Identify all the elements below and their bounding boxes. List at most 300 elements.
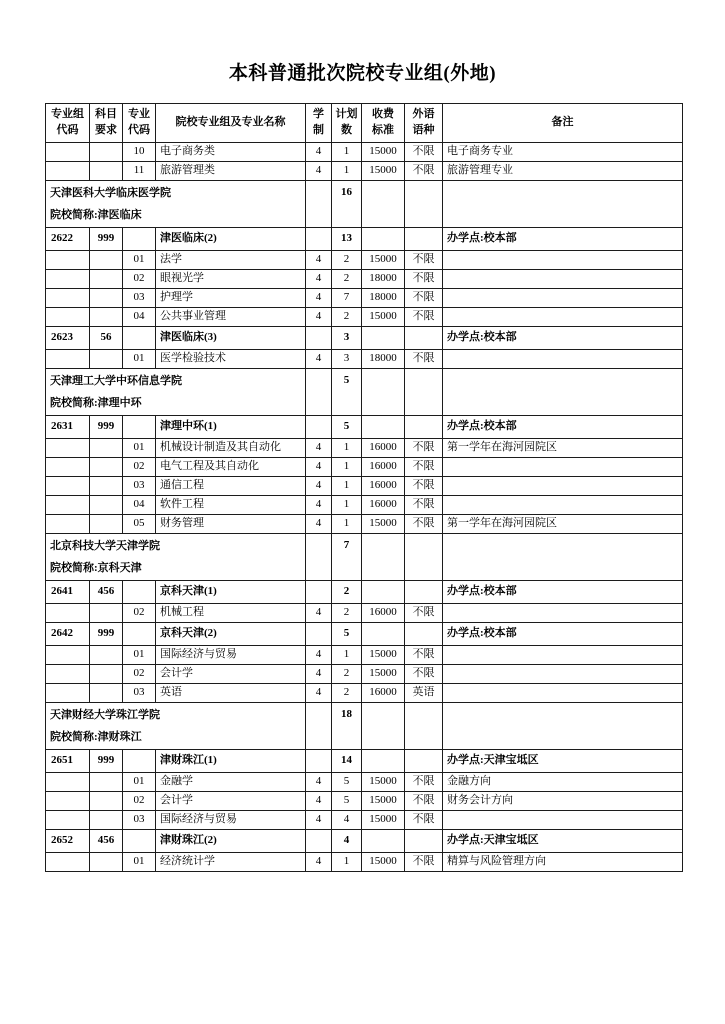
header-line: 数 [341, 123, 352, 136]
plan-count-cell: 5 [332, 622, 362, 645]
subject-req-cell: 999 [90, 622, 123, 645]
major-row [46, 142, 683, 161]
header-line: 院校专业组及专业名称 [175, 115, 286, 128]
major-row [46, 852, 683, 871]
group-code-cell [46, 645, 90, 664]
header-line: 收费 [372, 108, 394, 120]
major-code-cell: 03 [123, 683, 156, 702]
years-cell: 4 [306, 457, 332, 476]
years-cell: 4 [306, 603, 332, 622]
major-code-cell: 02 [123, 791, 156, 810]
group-name-cell: 津财珠江(2) [156, 829, 306, 852]
years-cell: 4 [306, 307, 332, 326]
major-code-cell [123, 749, 156, 772]
note-cell [443, 349, 683, 368]
group-code-cell [46, 495, 90, 514]
college-abbr: 院校简称:津理中环 [50, 396, 142, 409]
header-line: 外语 [412, 108, 435, 120]
major-name-cell: 会计学 [156, 664, 306, 683]
plan-count-cell: 1 [332, 476, 362, 495]
major-code-cell: 01 [123, 250, 156, 269]
major-code-cell: 03 [123, 288, 156, 307]
note-cell [443, 307, 683, 326]
group-code-cell: 2622 [46, 227, 90, 250]
language-cell: 不限 [405, 438, 443, 457]
years-cell: 4 [306, 810, 332, 829]
language-cell: 不限 [405, 514, 443, 533]
language-cell: 不限 [405, 645, 443, 664]
major-code-cell: 11 [123, 161, 156, 180]
note-cell: 金融方向 [443, 772, 683, 791]
major-code-cell: 02 [123, 603, 156, 622]
language-cell [405, 368, 443, 415]
group-name-cell: 津医临床(2) [156, 227, 306, 250]
major-code-cell: 04 [123, 495, 156, 514]
group-code-cell [46, 457, 90, 476]
note-cell [443, 683, 683, 702]
plan-count-cell: 7 [332, 288, 362, 307]
plan-count-cell: 2 [332, 603, 362, 622]
major-code-cell: 01 [123, 438, 156, 457]
plan-count-cell: 13 [332, 227, 362, 250]
years-cell: 4 [306, 161, 332, 180]
subject-req-cell: 456 [90, 580, 123, 603]
subject-req-cell: 999 [90, 415, 123, 438]
header-cell [362, 104, 405, 143]
note-cell [443, 368, 683, 415]
college-abbr: 院校简称:津医临床 [50, 208, 142, 221]
header-line: 科目 [95, 108, 117, 120]
college-row [46, 702, 683, 749]
fee-cell: 15000 [362, 307, 405, 326]
major-name-cell: 电子商务类 [156, 142, 306, 161]
group-name-cell: 津财珠江(1) [156, 749, 306, 772]
major-code-cell [123, 415, 156, 438]
major-name-cell: 机械设计制造及其自动化 [156, 438, 306, 457]
fee-cell: 15000 [362, 810, 405, 829]
subject-req-cell [90, 476, 123, 495]
group-code-cell [46, 514, 90, 533]
language-cell: 不限 [405, 161, 443, 180]
header-line: 专业组 [51, 108, 84, 120]
years-cell: 4 [306, 772, 332, 791]
major-code-cell [123, 580, 156, 603]
note-cell: 办学点:天津宝坻区 [443, 829, 683, 852]
page-title: 本科普通批次院校专业组(外地) [228, 63, 497, 84]
language-cell: 不限 [405, 852, 443, 871]
major-code-cell: 02 [123, 269, 156, 288]
major-row [46, 307, 683, 326]
header-line: 代码 [56, 123, 79, 136]
header-line: 代码 [128, 123, 150, 136]
header-line: 语种 [412, 123, 435, 136]
fee-cell: 15000 [362, 514, 405, 533]
header-cell [332, 104, 362, 143]
group-code-cell [46, 349, 90, 368]
years-cell: 4 [306, 495, 332, 514]
group-code-cell [46, 269, 90, 288]
note-cell: 精算与风险管理方向 [443, 852, 683, 871]
major-row [46, 161, 683, 180]
note-cell: 办学点:校本部 [443, 580, 683, 603]
major-code-cell: 01 [123, 852, 156, 871]
subject-req-cell: 999 [90, 749, 123, 772]
subject-req-cell [90, 161, 123, 180]
group-row [46, 829, 683, 852]
major-name-cell: 英语 [156, 683, 306, 702]
group-name-cell: 津理中环(1) [156, 415, 306, 438]
group-name-cell: 津医临床(3) [156, 326, 306, 349]
note-cell: 旅游管理专业 [443, 161, 683, 180]
header-cell [90, 104, 123, 143]
fee-cell [362, 180, 405, 227]
language-cell [405, 702, 443, 749]
plan-count-cell: 18 [332, 702, 362, 749]
college-abbr: 院校简称:京科天津 [50, 561, 142, 574]
subject-req-cell [90, 514, 123, 533]
years-cell: 4 [306, 514, 332, 533]
header-line: 制 [313, 123, 324, 136]
major-code-cell [123, 622, 156, 645]
years-cell: 4 [306, 250, 332, 269]
fee-cell: 16000 [362, 457, 405, 476]
note-cell [443, 457, 683, 476]
group-row [46, 622, 683, 645]
note-cell [443, 533, 683, 580]
group-code-cell [46, 476, 90, 495]
major-code-cell: 02 [123, 457, 156, 476]
major-name-cell: 会计学 [156, 791, 306, 810]
fee-cell [362, 227, 405, 250]
note-cell: 财务会计方向 [443, 791, 683, 810]
major-row [46, 664, 683, 683]
plan-count-cell: 3 [332, 349, 362, 368]
college-name: 天津理工大学中环信息学院 [50, 374, 182, 387]
subject-req-cell [90, 457, 123, 476]
language-cell [405, 326, 443, 349]
major-name-cell: 眼视光学 [156, 269, 306, 288]
group-code-cell: 2651 [46, 749, 90, 772]
note-cell: 办学点:校本部 [443, 415, 683, 438]
note-cell [443, 664, 683, 683]
major-row [46, 810, 683, 829]
subject-req-cell [90, 269, 123, 288]
language-cell: 不限 [405, 142, 443, 161]
major-name-cell: 软件工程 [156, 495, 306, 514]
years-cell [306, 227, 332, 250]
language-cell: 不限 [405, 810, 443, 829]
years-cell [306, 326, 332, 349]
major-name-cell: 国际经济与贸易 [156, 810, 306, 829]
college-name: 天津财经大学珠江学院 [50, 708, 160, 721]
years-cell: 4 [306, 645, 332, 664]
fee-cell: 15000 [362, 161, 405, 180]
group-code-cell [46, 250, 90, 269]
college-name-cell [46, 702, 306, 749]
subject-req-cell [90, 772, 123, 791]
note-cell [443, 269, 683, 288]
plan-count-cell: 7 [332, 533, 362, 580]
plan-count-cell: 1 [332, 645, 362, 664]
major-code-cell [123, 829, 156, 852]
subject-req-cell: 456 [90, 829, 123, 852]
major-code-cell: 03 [123, 810, 156, 829]
fee-cell: 16000 [362, 495, 405, 514]
language-cell: 不限 [405, 269, 443, 288]
language-cell [405, 227, 443, 250]
years-cell: 4 [306, 683, 332, 702]
fee-cell: 18000 [362, 349, 405, 368]
fee-cell [362, 368, 405, 415]
note-cell [443, 645, 683, 664]
years-cell: 4 [306, 142, 332, 161]
subject-req-cell [90, 349, 123, 368]
note-cell: 办学点:天津宝坻区 [443, 749, 683, 772]
subject-req-cell [90, 645, 123, 664]
years-cell [306, 180, 332, 227]
years-cell: 4 [306, 349, 332, 368]
major-row [46, 603, 683, 622]
header-cell [405, 104, 443, 143]
major-code-cell: 01 [123, 645, 156, 664]
group-code-cell: 2642 [46, 622, 90, 645]
subject-req-cell [90, 664, 123, 683]
plan-count-cell: 2 [332, 580, 362, 603]
fee-cell [362, 829, 405, 852]
group-code-cell: 2641 [46, 580, 90, 603]
header-line: 学 [313, 108, 324, 120]
subject-req-cell [90, 603, 123, 622]
plan-count-cell: 4 [332, 829, 362, 852]
major-code-cell: 01 [123, 349, 156, 368]
subject-req-cell [90, 495, 123, 514]
note-cell [443, 288, 683, 307]
group-name-cell: 京科天津(2) [156, 622, 306, 645]
major-name-cell: 财务管理 [156, 514, 306, 533]
subject-req-cell [90, 438, 123, 457]
plan-count-cell: 2 [332, 307, 362, 326]
years-cell: 4 [306, 438, 332, 457]
major-name-cell: 旅游管理类 [156, 161, 306, 180]
fee-cell: 15000 [362, 142, 405, 161]
note-cell [443, 250, 683, 269]
years-cell [306, 829, 332, 852]
college-abbr: 院校简称:津财珠江 [50, 730, 142, 743]
plan-count-cell: 1 [332, 142, 362, 161]
major-code-cell: 05 [123, 514, 156, 533]
years-cell: 4 [306, 269, 332, 288]
fee-cell [362, 580, 405, 603]
college-name-cell [46, 533, 306, 580]
note-cell [443, 702, 683, 749]
major-name-cell: 通信工程 [156, 476, 306, 495]
major-row [46, 349, 683, 368]
language-cell: 不限 [405, 349, 443, 368]
subject-req-cell [90, 307, 123, 326]
plan-count-cell: 4 [332, 810, 362, 829]
plan-count-cell: 1 [332, 161, 362, 180]
plan-count-cell: 5 [332, 415, 362, 438]
note-cell [443, 180, 683, 227]
years-cell: 4 [306, 664, 332, 683]
header-line: 专业 [128, 108, 150, 120]
major-row [46, 495, 683, 514]
fee-cell [362, 749, 405, 772]
major-name-cell: 国际经济与贸易 [156, 645, 306, 664]
header-row [46, 104, 683, 143]
language-cell [405, 749, 443, 772]
plan-count-cell: 1 [332, 852, 362, 871]
major-row [46, 250, 683, 269]
major-name-cell: 医学检验技术 [156, 349, 306, 368]
language-cell [405, 580, 443, 603]
language-cell: 不限 [405, 288, 443, 307]
group-name-cell: 京科天津(1) [156, 580, 306, 603]
group-code-cell [46, 438, 90, 457]
fee-cell: 15000 [362, 852, 405, 871]
table-body [46, 142, 683, 871]
header-cell [46, 104, 90, 143]
subject-req-cell [90, 852, 123, 871]
note-cell: 第一学年在海河园院区 [443, 438, 683, 457]
major-name-cell: 经济统计学 [156, 852, 306, 871]
college-row [46, 533, 683, 580]
note-cell [443, 495, 683, 514]
note-cell [443, 603, 683, 622]
college-name: 天津医科大学临床医学院 [50, 186, 171, 199]
note-cell [443, 476, 683, 495]
fee-cell [362, 326, 405, 349]
language-cell: 不限 [405, 664, 443, 683]
group-row [46, 415, 683, 438]
plan-count-cell: 2 [332, 664, 362, 683]
subject-req-cell: 56 [90, 326, 123, 349]
college-name-cell [46, 180, 306, 227]
language-cell [405, 533, 443, 580]
college-row [46, 180, 683, 227]
major-row [46, 514, 683, 533]
plan-count-cell: 2 [332, 269, 362, 288]
language-cell: 不限 [405, 307, 443, 326]
header-line: 备注 [551, 115, 574, 128]
note-cell: 办学点:校本部 [443, 326, 683, 349]
years-cell [306, 533, 332, 580]
header-line: 要求 [95, 123, 117, 136]
fee-cell: 15000 [362, 791, 405, 810]
major-row [46, 645, 683, 664]
group-code-cell: 2631 [46, 415, 90, 438]
major-code-cell: 01 [123, 772, 156, 791]
plan-count-cell: 1 [332, 438, 362, 457]
table-header [46, 104, 683, 143]
college-name-cell [46, 368, 306, 415]
note-cell: 办学点:校本部 [443, 227, 683, 250]
header-cell [443, 104, 683, 143]
major-code-cell: 03 [123, 476, 156, 495]
major-row [46, 476, 683, 495]
group-code-cell [46, 142, 90, 161]
major-code-cell: 04 [123, 307, 156, 326]
plan-count-cell: 16 [332, 180, 362, 227]
fee-cell: 15000 [362, 664, 405, 683]
fee-cell: 15000 [362, 250, 405, 269]
years-cell: 4 [306, 476, 332, 495]
group-code-cell [46, 791, 90, 810]
major-code-cell: 10 [123, 142, 156, 161]
group-code-cell [46, 810, 90, 829]
plan-count-cell: 3 [332, 326, 362, 349]
major-row [46, 791, 683, 810]
major-row [46, 438, 683, 457]
group-code-cell [46, 683, 90, 702]
fee-cell [362, 622, 405, 645]
fee-cell: 16000 [362, 603, 405, 622]
years-cell [306, 749, 332, 772]
fee-cell: 16000 [362, 438, 405, 457]
years-cell [306, 368, 332, 415]
fee-cell: 15000 [362, 772, 405, 791]
major-row [46, 269, 683, 288]
subject-req-cell [90, 142, 123, 161]
language-cell: 不限 [405, 457, 443, 476]
language-cell [405, 622, 443, 645]
group-code-cell [46, 161, 90, 180]
plan-count-cell: 2 [332, 250, 362, 269]
fee-cell: 18000 [362, 288, 405, 307]
years-cell: 4 [306, 852, 332, 871]
major-code-cell [123, 326, 156, 349]
language-cell [405, 415, 443, 438]
fee-cell: 16000 [362, 476, 405, 495]
fee-cell: 15000 [362, 645, 405, 664]
group-row [46, 749, 683, 772]
language-cell: 英语 [405, 683, 443, 702]
group-code-cell: 2623 [46, 326, 90, 349]
major-row [46, 772, 683, 791]
college-name: 北京科技大学天津学院 [50, 539, 160, 552]
plan-count-cell: 1 [332, 514, 362, 533]
plan-count-cell: 5 [332, 791, 362, 810]
fee-cell [362, 533, 405, 580]
group-code-cell [46, 664, 90, 683]
major-code-cell [123, 227, 156, 250]
major-name-cell: 金融学 [156, 772, 306, 791]
group-code-cell: 2652 [46, 829, 90, 852]
fee-cell [362, 415, 405, 438]
subject-req-cell: 999 [90, 227, 123, 250]
years-cell [306, 622, 332, 645]
fee-cell: 16000 [362, 683, 405, 702]
years-cell [306, 702, 332, 749]
subject-req-cell [90, 288, 123, 307]
group-code-cell [46, 852, 90, 871]
language-cell: 不限 [405, 495, 443, 514]
admissions-table [45, 103, 683, 872]
language-cell: 不限 [405, 250, 443, 269]
group-row [46, 227, 683, 250]
language-cell [405, 180, 443, 227]
header-cell [306, 104, 332, 143]
group-code-cell [46, 772, 90, 791]
years-cell: 4 [306, 288, 332, 307]
header-cell [123, 104, 156, 143]
language-cell: 不限 [405, 791, 443, 810]
major-name-cell: 公共事业管理 [156, 307, 306, 326]
plan-count-cell: 5 [332, 772, 362, 791]
years-cell [306, 415, 332, 438]
header-line: 标准 [372, 123, 394, 136]
plan-count-cell: 1 [332, 495, 362, 514]
